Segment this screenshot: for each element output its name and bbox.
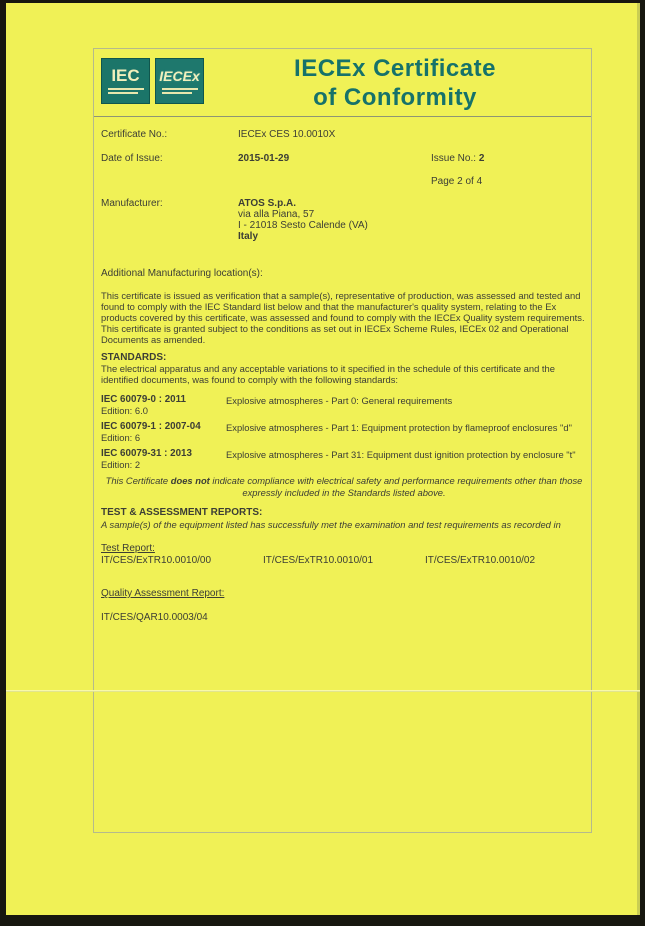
test-reports-intro: A sample(s) of the equipment listed has successfully met the examination and test requirements as recorded in bbox=[101, 519, 561, 530]
iecex-logo-text: IECEx bbox=[159, 67, 200, 84]
certificate-header bbox=[94, 49, 591, 117]
manufacturer-label: Manufacturer: bbox=[101, 198, 163, 209]
standards-heading: STANDARDS: bbox=[101, 352, 167, 363]
iecex-logo-bars bbox=[162, 88, 198, 96]
standard-description: Explosive atmospheres - Part 1: Equipment protection by flameproof enclosures "d" bbox=[226, 422, 572, 433]
iecex-logo-icon bbox=[155, 58, 204, 104]
paper-edge-shadow bbox=[637, 3, 640, 915]
quality-assessment-report-value: IT/CES/QAR10.0003/04 bbox=[101, 612, 208, 623]
test-reports-heading: TEST & ASSESSMENT REPORTS: bbox=[101, 507, 263, 518]
iec-logo-bars bbox=[108, 88, 144, 96]
quality-assessment-report-label: Quality Assessment Report: bbox=[101, 588, 225, 599]
iec-logo-text: IEC bbox=[111, 65, 140, 85]
test-report-number: IT/CES/ExTR10.0010/00 bbox=[101, 555, 212, 566]
standard-edition: Edition: 2 bbox=[101, 459, 141, 470]
test-report-number: IT/CES/ExTR10.0010/02 bbox=[425, 555, 536, 566]
standard-edition: Edition: 6 bbox=[101, 432, 141, 443]
standard-number: IEC 60079-1 : 2007-04 bbox=[101, 421, 201, 432]
standards-intro: The electrical apparatus and any acceptable variations to it specified in the schedule of this certificate and the identified documents, was found to comply with the following standards: bbox=[101, 363, 555, 385]
certificate-no-label: Certificate No.: bbox=[101, 129, 168, 140]
date-of-issue-label: Date of Issue: bbox=[101, 153, 163, 164]
standard-row bbox=[101, 421, 587, 443]
standard-edition: Edition: 6.0 bbox=[101, 405, 148, 416]
standard-number: IEC 60079-0 : 2011 bbox=[101, 394, 186, 405]
standard-row bbox=[101, 394, 587, 416]
paper-fold-line bbox=[6, 690, 640, 692]
issue-no-label: Issue No.: bbox=[431, 153, 477, 164]
disclaimer-emphasis: does not bbox=[170, 475, 210, 486]
standard-description: Explosive atmospheres - Part 0: General requirements bbox=[226, 395, 453, 406]
issue-no bbox=[431, 153, 484, 164]
standards-list bbox=[101, 394, 587, 475]
logo-group bbox=[101, 58, 204, 104]
iec-logo-icon bbox=[101, 58, 150, 104]
standard-number: IEC 60079-31 : 2013 bbox=[101, 448, 192, 459]
disclaimer-text: This Certificate does not indicate compliance with electrical safety and performance requirements other than those expressly included in the Standards listed above. bbox=[105, 475, 583, 498]
certificate-frame bbox=[93, 48, 592, 833]
test-report-number: IT/CES/ExTR10.0010/01 bbox=[263, 555, 374, 566]
test-report-values bbox=[101, 555, 587, 566]
date-of-issue-value: 2015-01-29 bbox=[238, 153, 290, 164]
verification-paragraph: This certificate is issued as verification that a sample(s), representative of production, was assessed and tested and found to comply with the IEC Standard list below and that the manufacturer's quality system, relating to the Ex products covered by this certificate, was assessed and found to comply with the IECEx Quality system requirements. This certificate is granted subject to the conditions as set out in IECEx Scheme Rules, IECEx 02 and Operational Documents as amended. bbox=[101, 290, 585, 345]
additional-locations-label: Additional Manufacturing location(s): bbox=[101, 268, 263, 279]
certificate-title bbox=[209, 54, 581, 112]
page-indicator: Page 2 of 4 bbox=[431, 176, 483, 187]
manufacturer-country: Italy bbox=[238, 231, 259, 242]
manufacturer-block bbox=[238, 198, 368, 242]
standard-description: Explosive atmospheres - Part 31: Equipment dust ignition protection by enclosure "t" bbox=[226, 449, 576, 460]
test-report-label: Test Report: bbox=[101, 543, 155, 554]
certificate-paper bbox=[6, 3, 640, 915]
manufacturer-address-line2: I - 21018 Sesto Calende (VA) bbox=[238, 220, 368, 231]
manufacturer-address-line1: via alla Piana, 57 bbox=[238, 209, 315, 220]
certificate-title-line2: of Conformity bbox=[313, 84, 477, 111]
standard-row bbox=[101, 448, 587, 470]
issue-no-value: 2 bbox=[478, 153, 485, 164]
manufacturer-name: ATOS S.p.A. bbox=[238, 198, 296, 209]
certificate-no-value: IECEx CES 10.0010X bbox=[238, 129, 336, 140]
certificate-title-line1: IECEx Certificate bbox=[294, 55, 496, 82]
